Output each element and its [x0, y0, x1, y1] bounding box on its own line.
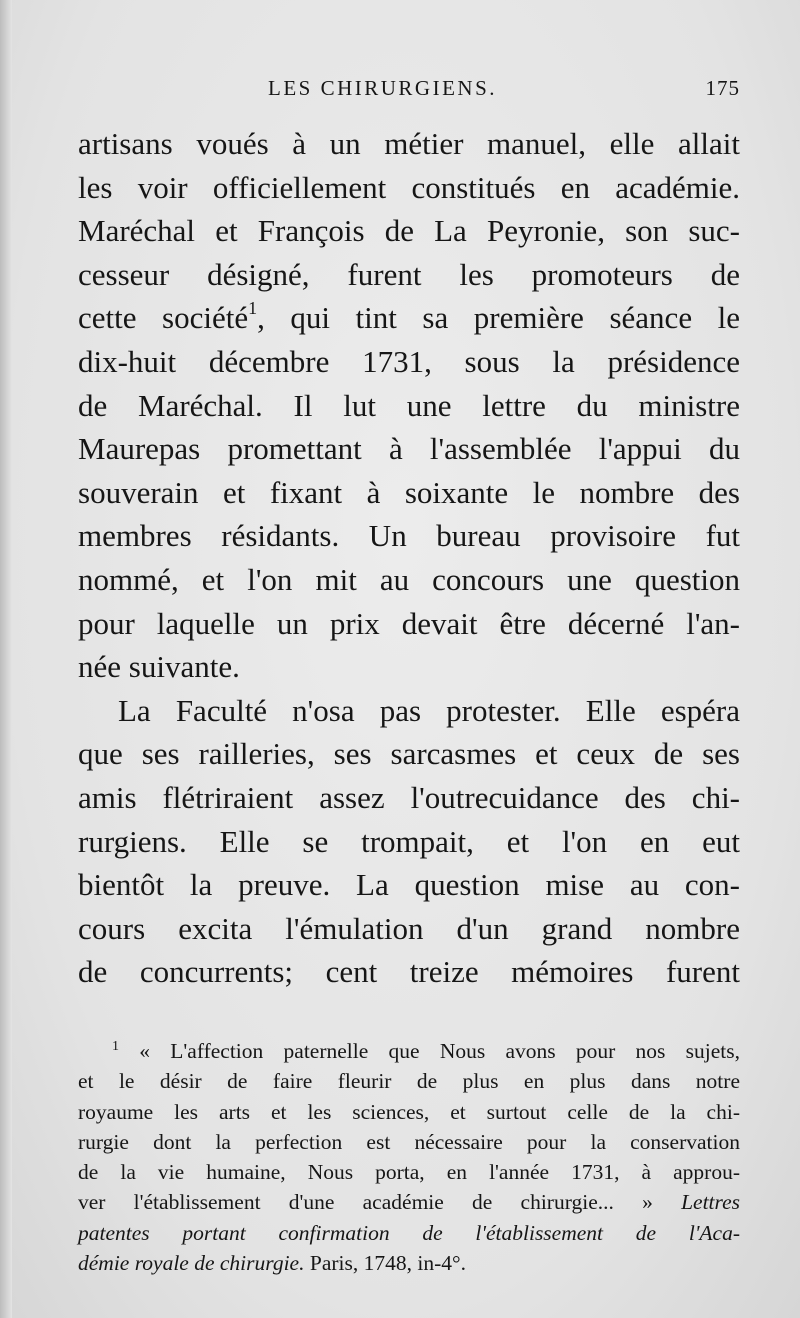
text-line: Maréchal et François de La Peyronie, son suc-	[78, 213, 740, 249]
footnote-marker: 1	[112, 1039, 119, 1054]
text-line: de concurrents; cent treize mémoires furent	[78, 954, 740, 990]
text-line: Maurepas promettant à l'assemblée l'appui du	[78, 431, 740, 467]
footnote-fragment: ver l'établissement d'une académie de chirurgie... »	[78, 1190, 653, 1215]
text-line: artisans voués à un métier manuel, elle allait	[78, 126, 740, 161]
text-line: cesseur désigné, furent les promoteurs de	[78, 256, 740, 292]
footnote-fragment-italic: démie royale de chirurgie.	[78, 1251, 305, 1276]
footnote-fragment: « L'affection paternelle que Nous avons pour nos sujets,	[139, 1039, 741, 1063]
footnote-line: rurgie dont la perfection est nécessaire pour la conservation	[78, 1129, 740, 1154]
footnote-line	[78, 1036, 740, 1066]
text-line: membres résidants. Un bureau provisoire fut	[78, 518, 740, 554]
text-line: les voir officiellement constitués en académie.	[78, 169, 740, 205]
running-title: LES CHIRURGIENS.	[268, 76, 498, 100]
footnote-fragment-italic: Lettres	[681, 1190, 740, 1215]
footnote-line	[78, 1248, 740, 1278]
main-text	[78, 122, 740, 994]
footnote-fragment: Paris, 1748, in-4°.	[309, 1251, 466, 1276]
text-line: pour laquelle un prix devait être décerné l'an-	[78, 605, 740, 641]
footnote-line: de la vie humaine, Nous porta, en l'année 1731, à approu-	[78, 1160, 740, 1185]
text-line: souverain et fixant à soixante le nombre des	[78, 474, 740, 510]
page-gutter-shadow	[0, 0, 12, 1318]
text-line-with-footnote	[78, 296, 740, 340]
text-line: amis flétriraient assez l'outrecuidance des chi-	[78, 779, 740, 815]
text-line: de Maréchal. Il lut une lettre du ministre	[78, 387, 740, 423]
text-line: rurgiens. Elle se trompait, et l'on en eut	[78, 823, 740, 859]
paragraph-first-line: La Faculté n'osa pas protester. Elle espéra	[118, 692, 740, 728]
text-fragment: cette société	[78, 300, 249, 336]
page-number: 175	[705, 76, 740, 100]
paragraph-last-line: née suivante.	[78, 649, 240, 685]
text-line: dix-huit décembre 1731, sous la présidence	[78, 343, 740, 379]
footnote-line-italic: patentes portant confirmation de l'établissement de l'Aca-	[78, 1220, 740, 1245]
footnote-reference: 1	[248, 298, 258, 319]
footnote-line: royaume les arts et les sciences, et surtout celle de la chi-	[78, 1099, 740, 1124]
footnote-line: et le désir de faire fleurir de plus en plus dans notre	[78, 1069, 740, 1094]
text-line: que ses railleries, ses sarcasmes et ceux de ses	[78, 736, 740, 772]
footnote	[78, 1036, 740, 1278]
text-line: nommé, et l'on mit au concours une question	[78, 561, 740, 597]
text-line: bientôt la preuve. La question mise au con-	[78, 867, 740, 903]
text-fragment: , qui tint sa première séance le	[257, 300, 740, 336]
footnote-line	[78, 1187, 740, 1217]
page-header	[78, 76, 740, 106]
text-line: cours excita l'émulation d'un grand nombre	[78, 910, 740, 946]
